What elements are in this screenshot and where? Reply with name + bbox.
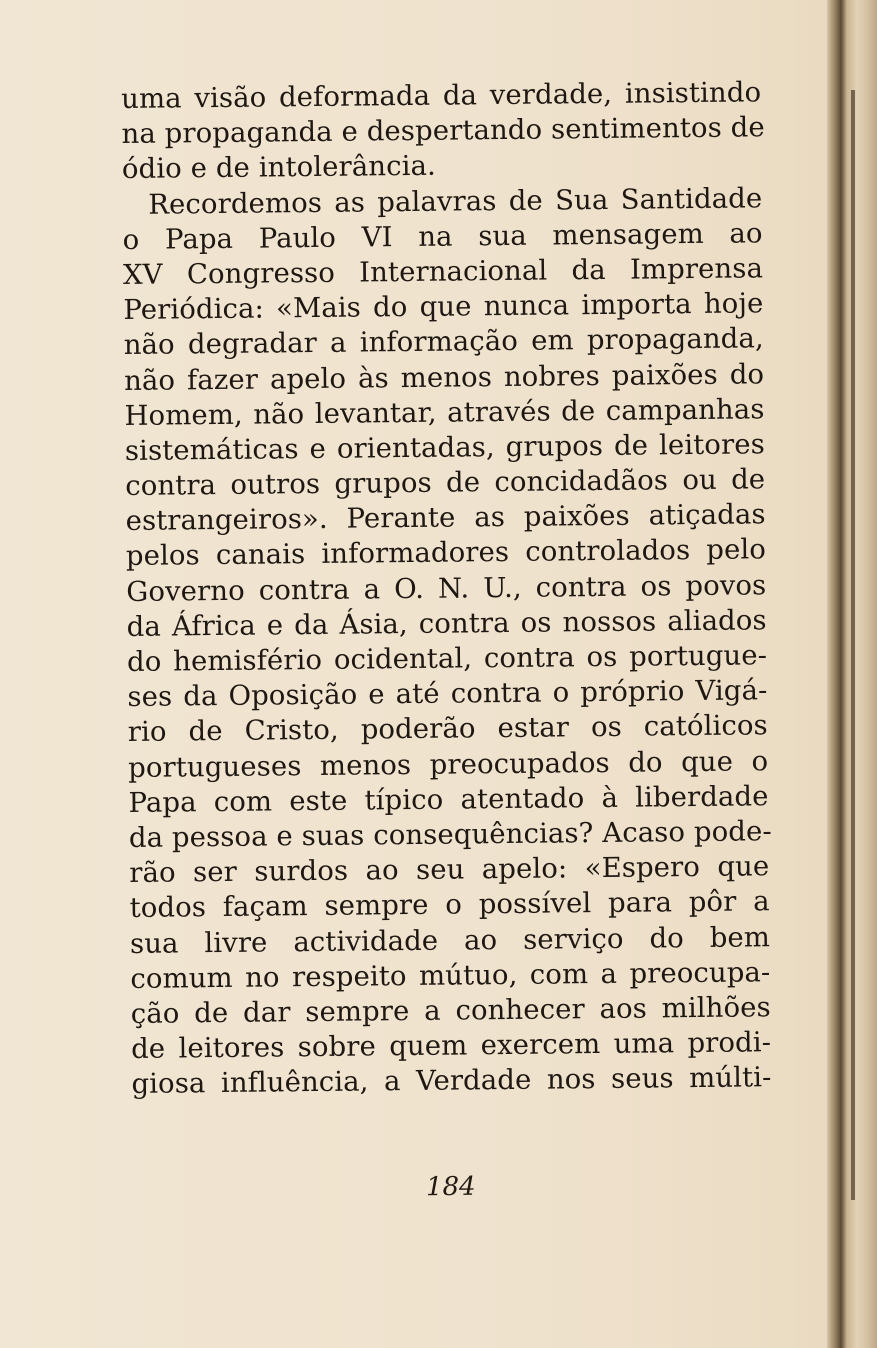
text-line: sua livre actividade ao serviço do bem (129, 920, 771, 960)
text-line: de leitores sobre quem exercem uma prodi- (130, 1026, 772, 1066)
text-line: giosa influência, a Verdade nos seus múlti- (131, 1061, 772, 1101)
book-binding-edge (827, 0, 877, 1348)
binding-shadow-line (851, 90, 855, 1200)
text-line: XV Congresso Internacional da Imprensa (122, 252, 764, 291)
text-line: Homem, não levantar, através de campanhas (124, 392, 765, 432)
text-line: ses da Oposição e até contra o próprio Vigá- (127, 674, 768, 714)
text-line: da pessoa e suas consequências? Acaso pode- (128, 815, 772, 854)
text-line: comum no respeito mútuo, com a preocupa- (130, 955, 771, 995)
text-line: não fazer apelo às menos nobres paixões do (123, 357, 765, 397)
text-line: da África e da Ásia, contra os nossos aliados (126, 604, 767, 643)
text-line: pelos canais informadores controlados pelo (125, 533, 767, 573)
text-line: ódio e de intolerância. (121, 150, 437, 186)
text-line: Governo contra a O. N. U., contra os povos (126, 568, 767, 608)
text-line: rio de Cristo, poderão estar os católicos (127, 709, 768, 749)
text-line: estrangeiros». Perante as paixões atiçadas (125, 498, 766, 538)
text-line: contra outros grupos de concidadãos ou de (125, 463, 766, 503)
text-line: não degradar a informação em propaganda, (123, 322, 764, 362)
text-line: portugueses menos preocupados do que o (128, 744, 769, 784)
text-line: todos façam sempre o possível para pôr a (129, 885, 770, 925)
text-line: Papa com este típico atentado à liberdade (128, 780, 769, 819)
text-line: ção de dar sempre a conhecer aos milhões (130, 991, 771, 1030)
text-line: uma visão deformada da verdade, insistindo (121, 76, 762, 115)
text-line: Recordemos as palavras de Sua Santidade (148, 181, 763, 221)
text-line: o Papa Paulo VI na sua mensagem ao (122, 217, 763, 256)
text-line: do hemisfério ocidental, contra os portugue- (126, 639, 768, 678)
text-line: sistemáticas e orientadas, grupos de leitores (124, 428, 765, 467)
body-text (121, 75, 772, 1102)
page-number: 184 (425, 1171, 476, 1203)
text-line: rão ser surdos ao seu apelo: «Espero que (129, 850, 770, 890)
text-line: na propaganda e despertando sentimentos de (121, 111, 765, 151)
text-line: Periódica: «Mais do que nunca importa hoje (123, 287, 764, 327)
